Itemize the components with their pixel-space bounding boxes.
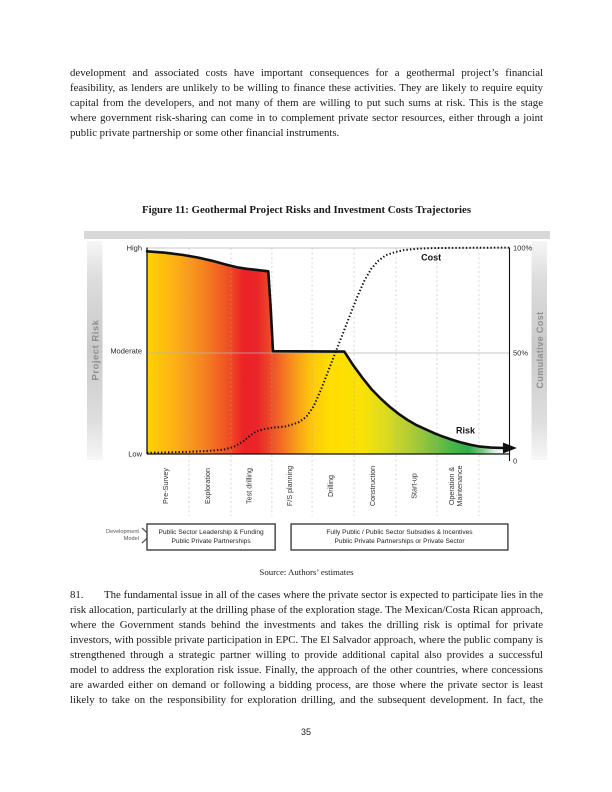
dev-model-box-1 bbox=[147, 524, 275, 550]
stage-label: F/S planning bbox=[284, 465, 294, 507]
stage-label: Drilling bbox=[326, 475, 336, 497]
figure-title: Figure 11: Geothermal Project Risks and Investment Costs Trajectories bbox=[141, 204, 472, 216]
dev-model-box-text: Public Private Partnerships or Private Sector bbox=[334, 538, 465, 545]
dev-model-box-text: Fully Public / Public Sector Subsidies & Incentives bbox=[326, 529, 473, 536]
right-tick-label: 50% bbox=[513, 348, 529, 358]
right-tick-label: 0 bbox=[513, 456, 518, 466]
stage-label: Exploration bbox=[202, 468, 212, 504]
dev-model-label: Development bbox=[106, 529, 139, 535]
left-tick-label: Low bbox=[128, 449, 142, 459]
left-tick-label: Moderate bbox=[110, 346, 142, 356]
left-tick-label: High bbox=[126, 243, 142, 253]
dev-model-box-2 bbox=[291, 524, 508, 550]
right-axis-title: Cumulative Cost bbox=[535, 311, 545, 389]
stage-label: Maintenance bbox=[454, 465, 464, 507]
dev-model-label: Model bbox=[123, 536, 139, 542]
stage-label: Construction bbox=[368, 465, 378, 507]
stage-label: Operation & bbox=[447, 466, 457, 506]
stage-label: Pre-Survey bbox=[160, 468, 170, 504]
figure-chart bbox=[84, 231, 550, 561]
right-tick-label: 100% bbox=[513, 243, 533, 253]
page-number: 35 bbox=[300, 727, 311, 737]
cost-curve-label: Cost bbox=[421, 252, 442, 263]
paragraph-81-text: The fundamental issue in all of the cases where the private sector is expected to participate lies in the risk allocation, particularly at the drilling phase of the exploration stage. The Mexican/Costa Rican approach, where the Government stands behind the investments and takes the drilling risk is optimal for private investors, with possible private participation in EPC. The El Salvador approach, where the public company is strengthened through a strategic partner willing to provide additional capital also provides a successful model to address the exploration risk issue. Finally, the approach of the other countries, where concessions are awarded either on demand or following a bidding process, are those where the private sector is least likely to take on the responsibility for exploration drilling, and the subsequent development. In fact, the bbox=[70, 589, 543, 706]
paragraph-number: 81. bbox=[70, 589, 84, 601]
dev-model-box-text: Public Sector Leadership & Funding bbox=[158, 529, 264, 536]
body-paragraph: development and associated costs have important consequences for a geothermal project’s financial feasibility, as lenders are unlikely to be willing to finance these activities. They are likely to require equity capital from the developers, and not many of them are willing to put such sums at risk. This is the stage where government risk-sharing can come in to complement private sector resources, either through a joint public private partnership or some other financial instruments. bbox=[70, 67, 543, 139]
figure-top-strip bbox=[84, 231, 550, 239]
stage-label: Start-up bbox=[409, 473, 419, 499]
stage-label: Test drilling bbox=[244, 468, 254, 504]
risk-curve-label: Risk bbox=[456, 425, 476, 436]
figure-image bbox=[84, 231, 550, 561]
figure-source: Source: Authors’ estimates bbox=[259, 567, 354, 577]
paragraph-81 bbox=[70, 588, 543, 708]
left-axis-title: Project Risk bbox=[90, 319, 102, 381]
dev-model-box-text: Public Private Partnerships bbox=[171, 538, 251, 545]
